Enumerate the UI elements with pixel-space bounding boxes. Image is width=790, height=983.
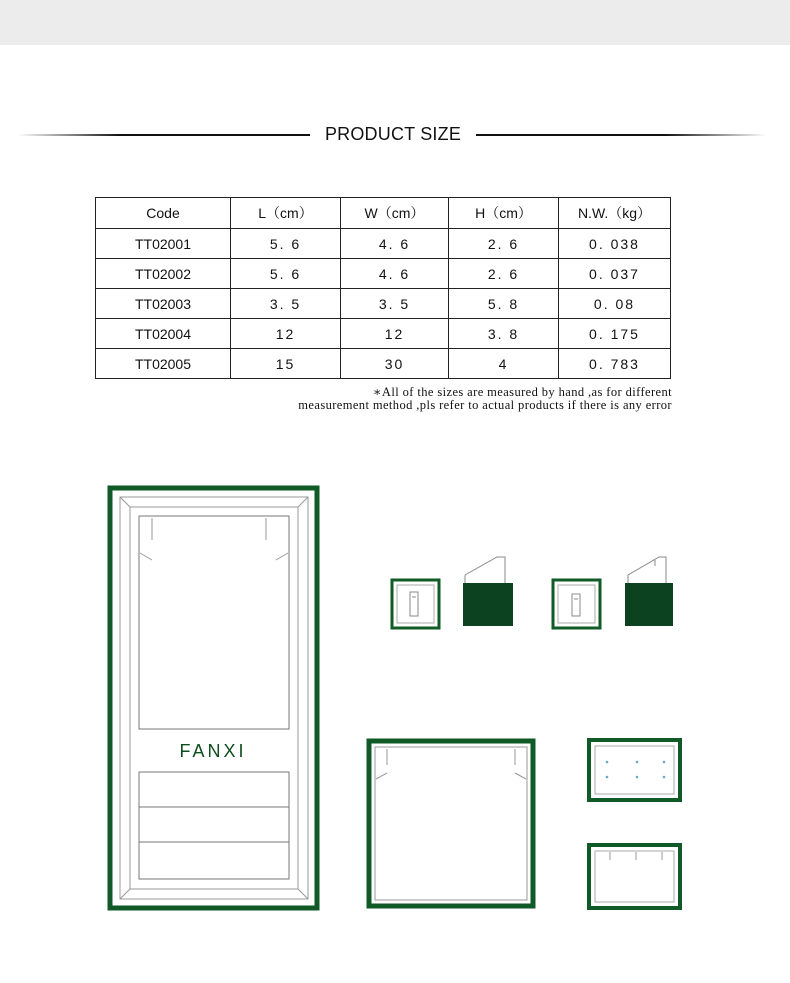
cell-code: TT02004 xyxy=(96,319,231,349)
cell-net-weight: 0. 038 xyxy=(559,229,671,259)
cell-net-weight: 0. 783 xyxy=(559,349,671,379)
cell-width: 12 xyxy=(341,319,449,349)
earring-hole xyxy=(636,776,639,779)
earring-hole xyxy=(663,776,666,779)
header-height: H（cm） xyxy=(449,198,559,229)
cell-length: 12 xyxy=(231,319,341,349)
cell-length: 5. 6 xyxy=(231,259,341,289)
cell-width: 4. 6 xyxy=(341,259,449,289)
necklace-panel xyxy=(139,516,289,729)
cell-code: TT02005 xyxy=(96,349,231,379)
cell-net-weight: 0. 175 xyxy=(559,319,671,349)
ring-stand-front-1 xyxy=(392,580,439,628)
ring-stand-side-2 xyxy=(625,557,673,626)
ring-stand-side-1 xyxy=(463,557,513,626)
earring-hole xyxy=(606,776,609,779)
section-title: PRODUCT SIZE xyxy=(324,124,462,144)
cell-width: 30 xyxy=(341,349,449,379)
cell-length: 15 xyxy=(231,349,341,379)
header-net-weight: N.W.（kg） xyxy=(559,198,671,229)
cell-height: 5. 8 xyxy=(449,289,559,319)
earring-board xyxy=(589,740,680,800)
ring-stand-front-2 xyxy=(553,580,600,628)
header-code: Code xyxy=(96,198,231,229)
earring-hole xyxy=(606,761,609,764)
square-necklace-board xyxy=(369,741,533,906)
brand-logo-text: FANXI xyxy=(179,741,247,761)
cell-length: 3. 5 xyxy=(231,289,341,319)
pendant-board xyxy=(589,845,680,908)
cell-height: 3. 8 xyxy=(449,319,559,349)
cell-code: TT02003 xyxy=(96,289,231,319)
header-width: W（cm） xyxy=(341,198,449,229)
earring-hole xyxy=(663,761,666,764)
earring-hole xyxy=(636,761,639,764)
tray-slots xyxy=(139,772,289,879)
cell-net-weight: 0. 08 xyxy=(559,289,671,319)
cell-length: 5. 6 xyxy=(231,229,341,259)
note-line-1: ∗All of the sizes are measured by hand ,as for different xyxy=(373,385,672,399)
ring-slot xyxy=(572,594,580,616)
tall-display-board xyxy=(110,488,317,908)
ring-slot xyxy=(410,592,418,616)
cell-height: 2. 6 xyxy=(449,259,559,289)
cell-code: TT02002 xyxy=(96,259,231,289)
cell-code: TT02001 xyxy=(96,229,231,259)
note-line-2: measurement method ,pls refer to actual products if there is any error xyxy=(298,398,672,412)
cell-width: 4. 6 xyxy=(341,229,449,259)
cell-width: 3. 5 xyxy=(341,289,449,319)
cell-net-weight: 0. 037 xyxy=(559,259,671,289)
cell-height: 2. 6 xyxy=(449,229,559,259)
cell-height: 4 xyxy=(449,349,559,379)
header-length: L（cm） xyxy=(231,198,341,229)
